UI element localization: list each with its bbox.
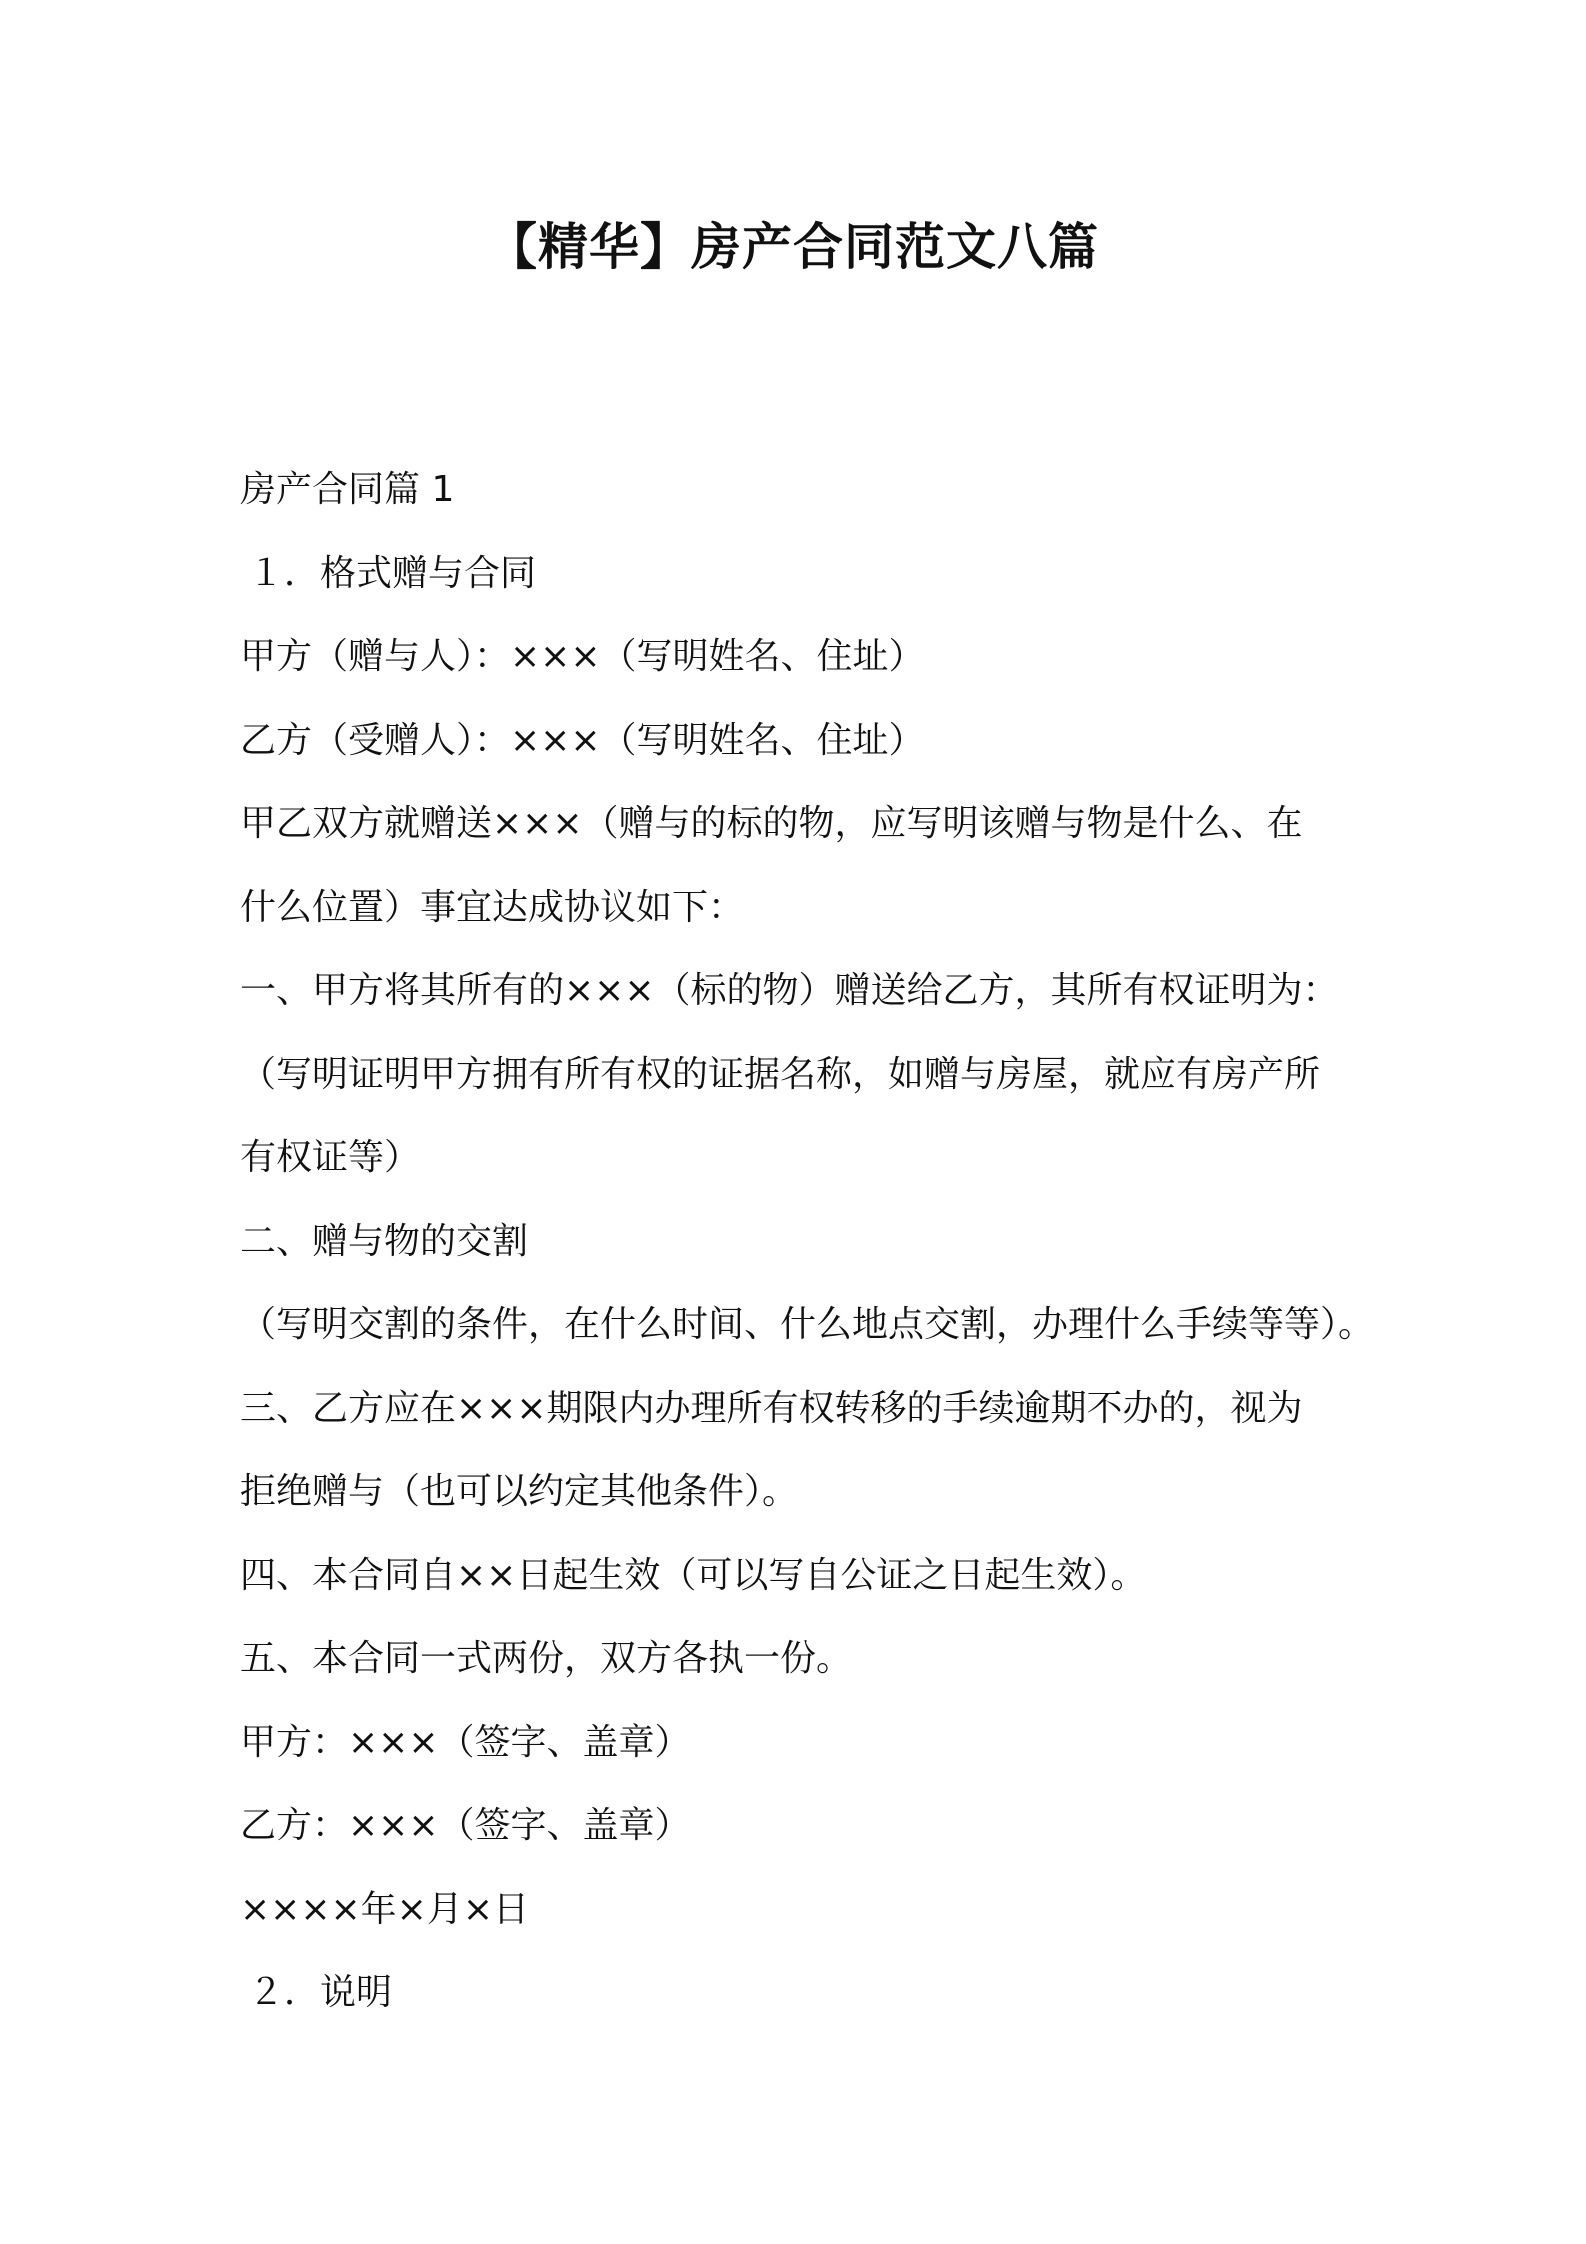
clause-3-line: 三、乙方应在×××期限内办理所有权转移的手续逾期不办的，视为 (240, 1387, 1303, 1429)
paragraph-line: 什么位置）事宜达成协议如下： (240, 886, 745, 928)
paragraph-line: （写明交割的条件，在什么时间、什么地点交割，办理什么手续等等）。 (240, 1304, 1375, 1345)
clause-4-line: 四、本合同自××日起生效（可以写自公证之日起生效）。 (240, 1554, 1147, 1596)
section-heading: 房产合同篇 1 (240, 469, 455, 510)
signature-party-b: 乙方：×××（签字、盖章） (240, 1805, 691, 1846)
paragraph-line: 拒绝赠与（也可以约定其他条件）。 (240, 1471, 799, 1512)
subsection-heading: １．格式赠与合同 (248, 552, 537, 594)
party-b-line: 乙方（受赠人）：×××（写明姓名、住址） (240, 719, 925, 761)
clause-5-line: 五、本合同一式两份，双方各执一份。 (240, 1638, 853, 1679)
signature-party-a: 甲方：×××（签字、盖章） (240, 1721, 691, 1763)
date-line: ××××年×月×日 (240, 1888, 529, 1930)
paragraph-line: 有权证等） (240, 1137, 421, 1178)
subsection-heading: ２．说明 (248, 1972, 393, 2013)
paragraph-line: （写明证明甲方拥有所有权的证据名称，如赠与房屋，就应有房产所 (240, 1053, 1321, 1095)
document-body (240, 448, 1375, 2035)
paragraph-line: 甲乙双方就赠送×××（赠与的标的物，应写明该赠与物是什么、在 (240, 803, 1303, 844)
party-a-line: 甲方（赠与人）：×××（写明姓名、住址） (240, 636, 925, 677)
clause-2-line: 二、赠与物的交割 (240, 1220, 529, 1262)
clause-1-line: 一、甲方将其所有的×××（标的物）赠送给乙方，其所有权证明为： (240, 970, 1339, 1011)
document-title: 【精华】房产合同范文八篇 (487, 218, 1099, 276)
